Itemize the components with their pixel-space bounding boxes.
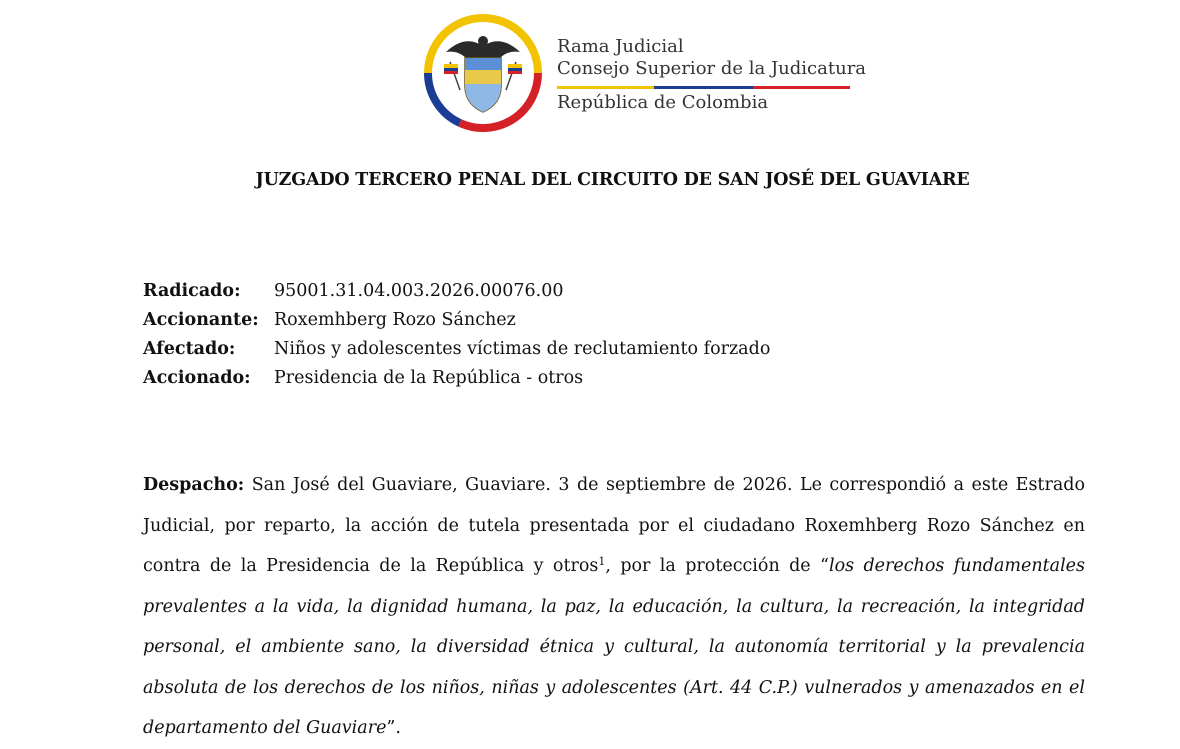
body-text-a: San José del Guaviare, Guaviare. 3 de septiembre de 2026. Le correspondió a este Estrado Judicial, por reparto, la acción de tutela presentada por el ciudadano Roxemhberg Rozo Sánchez en contra de la Presidencia de la República y otros <box>143 475 1085 576</box>
coat-of-arms-icon <box>420 12 546 134</box>
case-info-label: Accionante: <box>143 310 259 330</box>
body-label: Despacho: <box>143 475 245 495</box>
case-info-label: Afectado: <box>143 339 236 359</box>
body-text-b: , por la protección de “ <box>605 556 829 576</box>
case-info-value: Presidencia de la República - otros <box>274 368 584 388</box>
case-info-row <box>143 279 770 308</box>
case-info-value: Roxemhberg Rozo Sánchez <box>274 310 516 330</box>
letterhead <box>420 12 867 137</box>
court-title: JUZGADO TERCERO PENAL DEL CIRCUITO DE SAN JOSÉ DEL GUAVIARE <box>255 170 970 190</box>
case-info-label: Accionado: <box>143 368 251 388</box>
case-info-label: Radicado: <box>143 281 241 301</box>
country-line: República de Colombia <box>557 92 769 113</box>
case-info-value: Niños y adolescentes víctimas de reclutamiento forzado <box>274 339 771 359</box>
tricolor-rule <box>557 86 850 89</box>
institution-line-2: Consejo Superior de la Judicatura <box>557 58 867 79</box>
body-text-c: ”. <box>386 718 401 738</box>
case-info-row <box>143 337 770 366</box>
footnote-ref[interactable]: 1 <box>598 555 606 568</box>
case-info-row <box>143 308 770 337</box>
institution-line-1: Rama Judicial <box>557 36 684 57</box>
body-paragraph <box>143 465 1085 749</box>
case-info-value: 95001.31.04.003.2026.00076.00 <box>274 281 564 301</box>
case-info <box>143 279 770 395</box>
case-info-row <box>143 366 770 395</box>
body-quote: los derechos fundamentales prevalentes a la vida, la dignidad humana, la paz, la educación, la cultura, la recreación, la integridad personal, el ambiente sano, la diversidad étnica y cultural, la autonomía territorial y la prevalencia absoluta de los derechos de los niños, niñas y adolescentes (Art. 44 C.P.) vulnerados y amenazados en el departamento del Guaviare <box>143 556 1086 738</box>
